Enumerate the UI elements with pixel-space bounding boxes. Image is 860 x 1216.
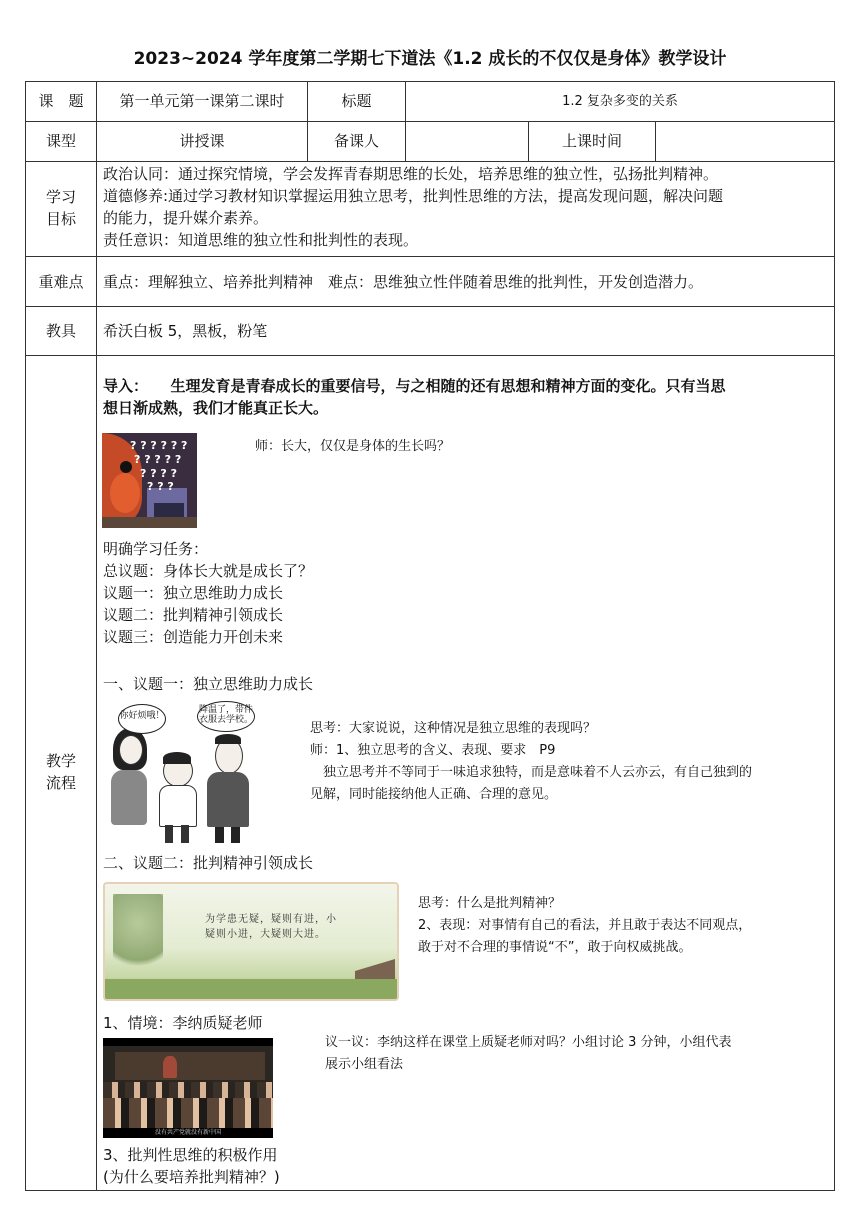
video-caption: 没有共产党就没有新中国 <box>154 1129 221 1136</box>
task-item: 明确学习任务： <box>103 540 209 558</box>
section-3-line: 3、批判性思维的积极作用 <box>103 1146 278 1164</box>
poem-image <box>103 882 399 1001</box>
discussion-text <box>325 1032 830 1076</box>
tools-label: 教具 <box>45 322 76 340</box>
poem-text <box>205 912 337 942</box>
task-item: 议题一：独立思维助力成长 <box>103 584 284 602</box>
discussion-line: 议一议：李纳这样在课堂上质疑老师对吗？小组讨论 3 分钟，小组代表 <box>325 1035 732 1050</box>
lesson-value: 第一单元第一课第二课时 <box>119 92 285 110</box>
goals-label-line-2: 目标 <box>45 210 76 228</box>
section-2-line: 2、表现：对事情有自己的看法，并且敢于表达不同观点， <box>418 918 752 933</box>
learning-tasks <box>103 538 831 648</box>
intro-line: 想日渐成熟，我们才能真正长大。 <box>103 399 329 417</box>
task-item: 议题二：批判精神引领成长 <box>103 606 284 624</box>
key-points-label: 重难点 <box>38 273 84 291</box>
section-1-line: 师：1、独立思考的含义、表现、要求 P9 <box>310 743 556 758</box>
task-item: 总议题：身体长大就是成长了？ <box>103 562 314 580</box>
page-title: 2023~2024 学年度第二学期七下道法《1.2 成长的不仅仅是身体》教学设计 <box>133 49 727 69</box>
section-2-line: 敢于对不合理的事情说“不”，敢于向权威挑战。 <box>418 940 692 955</box>
discussion-line: 展示小组看法 <box>325 1057 404 1072</box>
section-1-line: 见解，同时能接纳他人正确、合理的意见。 <box>310 787 558 802</box>
poem-line: 为学患无疑，疑则有进，小 <box>205 914 337 925</box>
section-1-line: 思考：大家说说，这种情况是独立思维的表现吗？ <box>310 721 597 736</box>
classroom-video-image <box>103 1038 273 1138</box>
flow-label-line-1: 教学 <box>45 752 76 770</box>
section-1-heading: 一、议题一：独立思维助力成长 <box>103 675 314 693</box>
flow-label <box>26 750 96 794</box>
section-2-line: 思考：什么是批判精神？ <box>418 896 562 911</box>
section-2-text <box>418 893 832 959</box>
key-points-text: 重点：理解独立、培养批判精神 难点：思维独立性伴随着思维的批判性，开发创造潜力。 <box>103 273 704 291</box>
title-label: 标题 <box>341 92 372 110</box>
teacher-question: 师：长大，仅仅是身体的生长吗？ <box>255 439 451 454</box>
tools-text: 希沃白板 5，黑板，粉笔 <box>103 322 268 340</box>
speech-bubble-parent: 降温了，带件衣服去学校。 <box>197 701 255 732</box>
speech-bubble-child: 你好烦哦！ <box>118 704 166 734</box>
title-value: 1.2 复杂多变的关系 <box>562 94 678 109</box>
section-1-text <box>310 718 830 806</box>
goal-line: 政治认同：通过探究情境，学会发挥青春期思维的长处，培养思维的独立性，弘扬批判精神。 <box>103 165 719 183</box>
section-2-heading: 二、议题二：批判精神引领成长 <box>103 854 314 872</box>
section-3-heading <box>103 1144 831 1188</box>
goal-line: 道德修养:通过学习教材知识掌握运用独立思考，批判性思维的方法，提高发现问题，解决问题 <box>103 187 724 205</box>
flow-label-line-2: 流程 <box>45 774 76 792</box>
goals-label-line-1: 学习 <box>45 188 76 206</box>
task-item: 议题三：创造能力开创未来 <box>103 628 284 646</box>
intro-text <box>103 375 831 419</box>
section-1-line: 独立思考并不等同于一味追求独特，而是意味着不人云亦云，有自己独到的 <box>310 765 753 780</box>
class-time-label: 上课时间 <box>561 132 622 150</box>
section-3-line: (为什么要培养批判精神？) <box>103 1168 280 1186</box>
goal-line: 责任意识：知道思维的独立性和批判性的表现。 <box>103 231 419 249</box>
cartoon-question-image: ? ? ? ? ? ? ? ? ? ? ? ? ? ? ? ? ? ? <box>102 433 197 528</box>
goals-text <box>103 163 831 251</box>
preparer-label: 备课人 <box>333 132 379 150</box>
goals-label <box>26 186 96 230</box>
type-value: 讲授课 <box>179 132 225 150</box>
poem-line: 疑则小进，大疑则大进。 <box>205 929 326 940</box>
intro-line: 导入： 生理发育是青春成长的重要信号，与之相随的还有思想和精神方面的变化。只有当思 <box>103 377 726 395</box>
case-heading: 1、情境：李纳质疑老师 <box>103 1014 263 1032</box>
cartoon-conversation-image <box>103 700 256 845</box>
type-label: 课型 <box>45 132 76 150</box>
lesson-label: 课 题 <box>38 92 84 110</box>
goal-line: 的能力，提升媒介素养。 <box>103 209 269 227</box>
